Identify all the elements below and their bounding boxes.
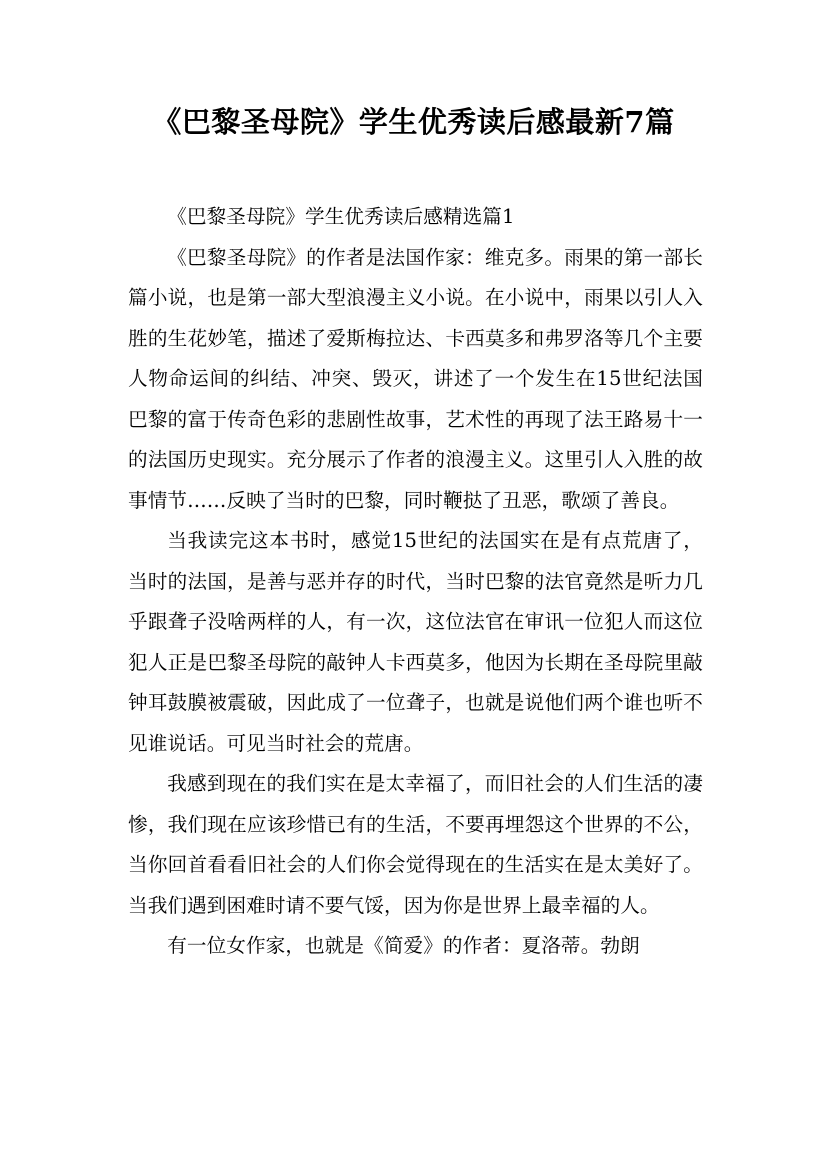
section-heading: 《巴黎圣母院》学生优秀读后感精选篇1 [167, 205, 515, 228]
document-title: 《巴黎圣母院》学生优秀读后感最新7篇 [152, 105, 675, 139]
body-paragraph: 当我读完这本书时，感觉15世纪的法国实在是有点荒唐了，当时的法国，是善与恶并存的时代，当时巴黎的法官竟然是听力几乎跟聋子没啥两样的人，有一次，这位法官在审讯一位犯人而这位犯人正是巴黎圣母院的敲钟人卡西莫多，他因为长期在圣母院里敲钟耳鼓膜被震破，因此成了一位聋子，也就是说他们两个谁也听不见谁说话。可见当时社会的荒唐。 [128, 529, 703, 755]
body-paragraph: 有一位女作家，也就是《简爱》的作者：夏洛蒂。勃朗 [167, 934, 640, 957]
document-body [128, 197, 703, 967]
body-paragraph: 《巴黎圣母院》的作者是法国作家：维克多。雨果的第一部长篇小说，也是第一部大型浪漫主义小说。在小说中，雨果以引人入胜的生花妙笔，描述了爱斯梅拉达、卡西莫多和弗罗洛等几个主要人物命运间的纠结、冲突、毁灭，讲述了一个发生在15世纪法国巴黎的富于传奇色彩的悲剧性故事，艺术性的再现了法王路易十一的法国历史现实。充分展示了作者的浪漫主义。这里引人入胜的故事情节……反映了当时的巴黎，同时鞭挞了丑恶，歌颂了善良。 [128, 245, 703, 512]
body-paragraph: 我感到现在的我们实在是太幸福了，而旧社会的人们生活的凄惨，我们现在应该珍惜已有的生活，不要再埋怨这个世界的不公，当你回首看看旧社会的人们你会觉得现在的生活实在是太美好了。当我们遇到困难时请不要气馁，因为你是世界上最幸福的人。 [128, 772, 703, 917]
